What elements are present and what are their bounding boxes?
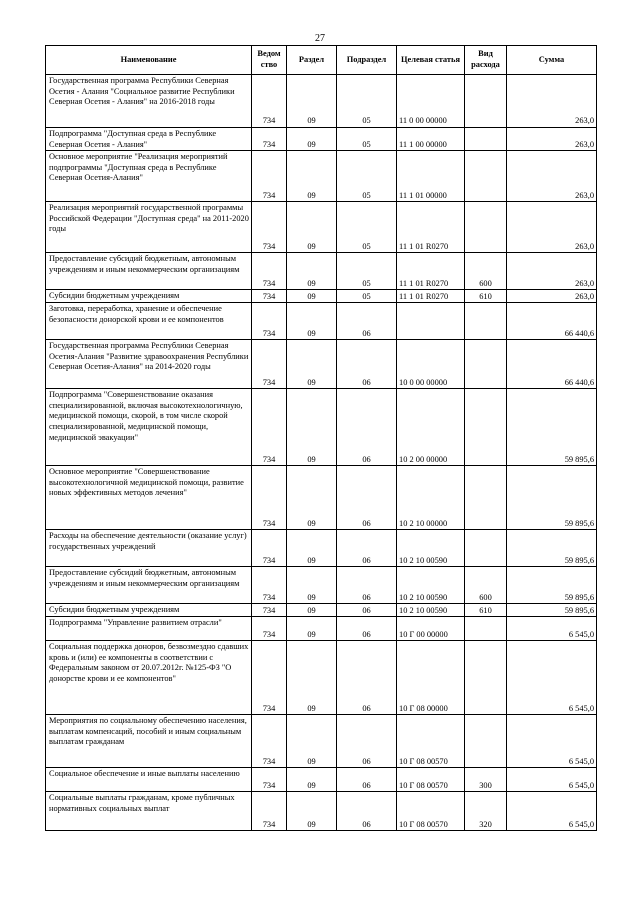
row-name: Социальные выплаты гражданам, кроме публичных нормативных социальных выплат [46, 792, 252, 831]
row-razdel: 09 [287, 792, 337, 831]
row-podrazdel: 06 [337, 389, 397, 466]
row-razdel: 09 [287, 253, 337, 290]
row-target: 11 1 01 R0270 [397, 202, 465, 253]
table-row [46, 290, 597, 303]
row-sum: 6 545,0 [507, 617, 597, 641]
row-target: 10 2 10 00590 [397, 567, 465, 604]
row-name: Реализация мероприятий государственной программы Российской Федерации "Доступная среда" на 2011-2020 годы [46, 202, 252, 253]
row-exp-type: 300 [465, 768, 507, 792]
row-target: 10 2 10 00000 [397, 466, 465, 530]
row-target: 10 Г 00 00000 [397, 617, 465, 641]
row-name: Подпрограмма "Совершенствование оказания специализированной, включая высокотехнологичную, медицинской помощи, скорой, в том числе скорой специализированной, медицинской помощи, медицинской эвакуации" [46, 389, 252, 466]
row-ved: 734 [252, 715, 287, 768]
row-sum: 6 545,0 [507, 792, 597, 831]
row-razdel: 09 [287, 530, 337, 567]
row-name: Подпрограмма "Управление развитием отрасли" [46, 617, 252, 641]
row-name: Социальное обеспечение и иные выплаты населению [46, 768, 252, 792]
row-name: Заготовка, переработка, хранение и обеспечение безопасности донорской крови и ее компонентов [46, 303, 252, 340]
row-target: 11 1 01 R0270 [397, 253, 465, 290]
header-exp-type: Вид расхода [465, 46, 507, 75]
row-razdel: 09 [287, 151, 337, 202]
row-ved: 734 [252, 617, 287, 641]
row-razdel: 09 [287, 641, 337, 715]
table-row [46, 253, 597, 290]
row-sum: 59 895,6 [507, 389, 597, 466]
row-sum: 66 440,6 [507, 303, 597, 340]
row-ved: 734 [252, 253, 287, 290]
row-razdel: 09 [287, 340, 337, 389]
row-exp-type: 610 [465, 604, 507, 617]
row-target: 11 1 01 00000 [397, 151, 465, 202]
row-name: Субсидии бюджетным учреждениям [46, 604, 252, 617]
row-exp-type [465, 151, 507, 202]
row-sum: 59 895,6 [507, 604, 597, 617]
row-sum: 263,0 [507, 290, 597, 303]
row-podrazdel: 05 [337, 128, 397, 151]
row-target: 10 Г 08 00570 [397, 715, 465, 768]
row-exp-type [465, 389, 507, 466]
row-podrazdel: 06 [337, 792, 397, 831]
row-ved: 734 [252, 202, 287, 253]
row-exp-type [465, 128, 507, 151]
header-target: Целевая статья [397, 46, 465, 75]
row-target: 10 0 00 00000 [397, 340, 465, 389]
row-podrazdel: 05 [337, 151, 397, 202]
row-sum: 263,0 [507, 253, 597, 290]
header-name: Наименование [46, 46, 252, 75]
row-name: Основное мероприятие "Реализация мероприятий подпрограммы "Доступная среда в Республике Северная Осетия-Алания" [46, 151, 252, 202]
row-podrazdel: 06 [337, 641, 397, 715]
table-row [46, 466, 597, 530]
row-razdel: 09 [287, 128, 337, 151]
row-ved: 734 [252, 75, 287, 128]
row-target: 10 2 00 00000 [397, 389, 465, 466]
row-razdel: 09 [287, 768, 337, 792]
row-razdel: 09 [287, 202, 337, 253]
table-row [46, 340, 597, 389]
budget-table [45, 45, 597, 831]
table-header-row [46, 46, 597, 75]
row-target: 10 Г 08 00570 [397, 768, 465, 792]
row-exp-type: 600 [465, 567, 507, 604]
row-podrazdel: 06 [337, 768, 397, 792]
header-podrazdel: Подраздел [337, 46, 397, 75]
table-row [46, 715, 597, 768]
row-podrazdel: 06 [337, 617, 397, 641]
table-row [46, 128, 597, 151]
row-name: Подпрограмма "Доступная среда в Республике Северная Осетия - Алания" [46, 128, 252, 151]
row-exp-type [465, 75, 507, 128]
table-row [46, 530, 597, 567]
row-podrazdel: 06 [337, 604, 397, 617]
table-row [46, 604, 597, 617]
row-sum: 263,0 [507, 202, 597, 253]
row-name: Государственная программа Республики Северная Осетия - Алания "Социальное развитие Республики Северная Осетия - Алания" на 2016-2018 годы [46, 75, 252, 128]
row-target: 11 1 01 R0270 [397, 290, 465, 303]
row-exp-type: 600 [465, 253, 507, 290]
table-row [46, 202, 597, 253]
row-target: 11 0 00 00000 [397, 75, 465, 128]
row-ved: 734 [252, 768, 287, 792]
row-ved: 734 [252, 641, 287, 715]
row-exp-type [465, 340, 507, 389]
row-podrazdel: 06 [337, 530, 397, 567]
row-target: 10 2 10 00590 [397, 604, 465, 617]
row-razdel: 09 [287, 75, 337, 128]
row-podrazdel: 06 [337, 567, 397, 604]
row-name: Мероприятия по социальному обеспечению населения, выплатам компенсаций, пособий и иным социальным выплатам гражданам [46, 715, 252, 768]
row-sum: 263,0 [507, 75, 597, 128]
row-ved: 734 [252, 792, 287, 831]
header-razdel: Раздел [287, 46, 337, 75]
row-name: Субсидии бюджетным учреждениям [46, 290, 252, 303]
row-sum: 263,0 [507, 151, 597, 202]
row-exp-type [465, 641, 507, 715]
row-podrazdel: 05 [337, 75, 397, 128]
row-podrazdel: 05 [337, 290, 397, 303]
row-podrazdel: 06 [337, 466, 397, 530]
row-ved: 734 [252, 567, 287, 604]
row-name: Государственная программа Республики Северная Осетия-Алания "Развитие здравоохранения Республики Северная Осетия-Алания" на 2014-2020 годы [46, 340, 252, 389]
row-ved: 734 [252, 303, 287, 340]
row-razdel: 09 [287, 567, 337, 604]
table-row [46, 617, 597, 641]
row-razdel: 09 [287, 303, 337, 340]
row-ved: 734 [252, 530, 287, 567]
row-exp-type [465, 466, 507, 530]
row-razdel: 09 [287, 604, 337, 617]
row-exp-type: 610 [465, 290, 507, 303]
row-exp-type [465, 617, 507, 641]
page-number: 27 [315, 33, 325, 44]
row-podrazdel: 06 [337, 303, 397, 340]
header-ved: Ведом ство [252, 46, 287, 75]
row-podrazdel: 05 [337, 253, 397, 290]
row-sum: 59 895,6 [507, 567, 597, 604]
row-target: 10 2 10 00590 [397, 530, 465, 567]
row-target [397, 303, 465, 340]
row-ved: 734 [252, 290, 287, 303]
table-row [46, 303, 597, 340]
row-exp-type: 320 [465, 792, 507, 831]
row-target: 11 1 00 00000 [397, 128, 465, 151]
row-target: 10 Г 08 00000 [397, 641, 465, 715]
row-exp-type [465, 303, 507, 340]
table-row [46, 75, 597, 128]
row-name: Предоставление субсидий бюджетным, автономным учреждениям и иным некоммерческим организациям [46, 253, 252, 290]
table-row [46, 792, 597, 831]
row-sum: 59 895,6 [507, 466, 597, 530]
row-exp-type [465, 530, 507, 567]
row-podrazdel: 05 [337, 202, 397, 253]
row-ved: 734 [252, 466, 287, 530]
table-row [46, 641, 597, 715]
row-exp-type [465, 202, 507, 253]
row-sum: 6 545,0 [507, 641, 597, 715]
row-name: Основное мероприятие "Совершенствование высокотехнологичной медицинской помощи, развитие новых эффективных методов лечения" [46, 466, 252, 530]
row-exp-type [465, 715, 507, 768]
row-razdel: 09 [287, 715, 337, 768]
table-row [46, 567, 597, 604]
row-razdel: 09 [287, 290, 337, 303]
row-target: 10 Г 08 00570 [397, 792, 465, 831]
row-ved: 734 [252, 151, 287, 202]
row-ved: 734 [252, 604, 287, 617]
row-podrazdel: 06 [337, 340, 397, 389]
row-name: Расходы на обеспечение деятельности (оказание услуг) государственных учреждений [46, 530, 252, 567]
row-ved: 734 [252, 128, 287, 151]
header-sum: Сумма [507, 46, 597, 75]
row-razdel: 09 [287, 617, 337, 641]
table-row [46, 389, 597, 466]
row-name: Предоставление субсидий бюджетным, автономным учреждениям и иным некоммерческим организациям [46, 567, 252, 604]
table-row [46, 768, 597, 792]
row-sum: 263,0 [507, 128, 597, 151]
row-sum: 6 545,0 [507, 768, 597, 792]
row-name: Социальная поддержка доноров, безвозмездно сдавших кровь и (или) ее компоненты в соответствии с Федеральным законом от 20.07.2012г. №125-ФЗ "О донорстве крови и ее компонентов" [46, 641, 252, 715]
row-razdel: 09 [287, 389, 337, 466]
row-ved: 734 [252, 340, 287, 389]
table-row [46, 151, 597, 202]
row-sum: 66 440,6 [507, 340, 597, 389]
row-razdel: 09 [287, 466, 337, 530]
row-sum: 59 895,6 [507, 530, 597, 567]
row-sum: 6 545,0 [507, 715, 597, 768]
row-podrazdel: 06 [337, 715, 397, 768]
row-ved: 734 [252, 389, 287, 466]
